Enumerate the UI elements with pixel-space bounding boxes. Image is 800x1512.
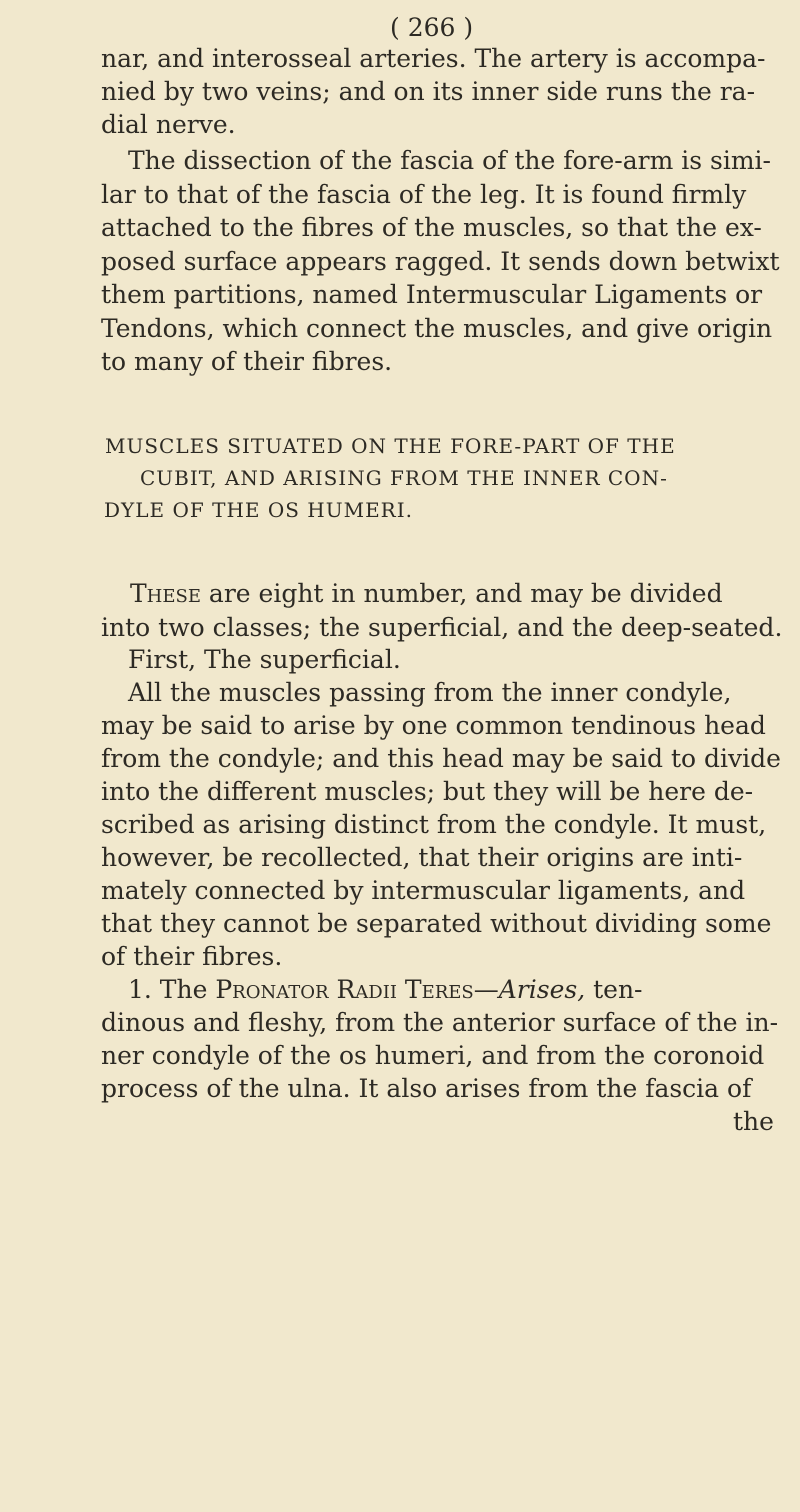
text-span: 1. The xyxy=(128,975,216,1004)
page-number: ( 266 ) xyxy=(390,13,474,42)
text-line: First, The superficial. xyxy=(128,645,401,674)
text-line: dial nerve. xyxy=(101,110,236,139)
text-line: lar to that of the fascia of the leg. It is found firmly xyxy=(101,180,747,209)
muscle-name: Pronator Radii Teres xyxy=(215,975,474,1004)
section-heading-line: CUBIT, AND ARISING FROM THE INNER CON- xyxy=(140,466,668,490)
text-line: to many of their fibres. xyxy=(101,347,393,376)
text-line: mately connected by intermuscular ligaments, and xyxy=(101,876,746,905)
italic-word: Arises, xyxy=(498,975,586,1004)
text-line xyxy=(128,974,643,1006)
text-line xyxy=(130,578,723,610)
text-line: nied by two veins; and on its inner side runs the ra- xyxy=(101,77,756,106)
small-caps-word: These xyxy=(130,579,201,608)
text-line: however, be recollected, that their origins are inti- xyxy=(101,843,743,872)
text-line: dinous and fleshy, from the anterior surface of the in- xyxy=(101,1008,779,1037)
text-line: that they cannot be separated without dividing some xyxy=(101,909,772,938)
text-line: posed surface appears ragged. It sends down betwixt xyxy=(101,247,780,276)
text-line: scribed as arising distinct from the condyle. It must, xyxy=(101,810,767,839)
text-line: nar, and interosseal arteries. The artery is accompa- xyxy=(101,44,766,73)
text-line: from the condyle; and this head may be said to divide xyxy=(101,744,781,773)
section-heading-line: DYLE OF THE OS HUMERI. xyxy=(104,498,413,522)
catchword: the xyxy=(733,1107,774,1136)
text-line: All the muscles passing from the inner condyle, xyxy=(128,678,732,707)
text-line: Tendons, which connect the muscles, and give origin xyxy=(101,314,773,343)
dash: — xyxy=(473,975,499,1004)
text-line: into two classes; the superficial, and the deep-seated. xyxy=(101,613,783,642)
section-heading-line: MUSCLES SITUATED ON THE FORE-PART OF THE xyxy=(105,434,676,458)
text-line: them partitions, named Intermuscular Ligaments or xyxy=(101,280,763,309)
text-span: are eight in number, and may be divided xyxy=(200,579,723,608)
text-span: ten- xyxy=(585,975,643,1004)
text-line: into the different muscles; but they will be here de- xyxy=(101,777,754,806)
text-line: may be said to arise by one common tendinous head xyxy=(101,711,766,740)
text-line: The dissection of the fascia of the fore-arm is simi- xyxy=(128,146,771,175)
text-line: of their fibres. xyxy=(101,942,283,971)
text-line: process of the ulna. It also arises from the fascia of xyxy=(101,1074,752,1103)
text-line: attached to the fibres of the muscles, so that the ex- xyxy=(101,213,762,242)
text-line: ner condyle of the os humeri, and from the coronoid xyxy=(101,1041,765,1070)
